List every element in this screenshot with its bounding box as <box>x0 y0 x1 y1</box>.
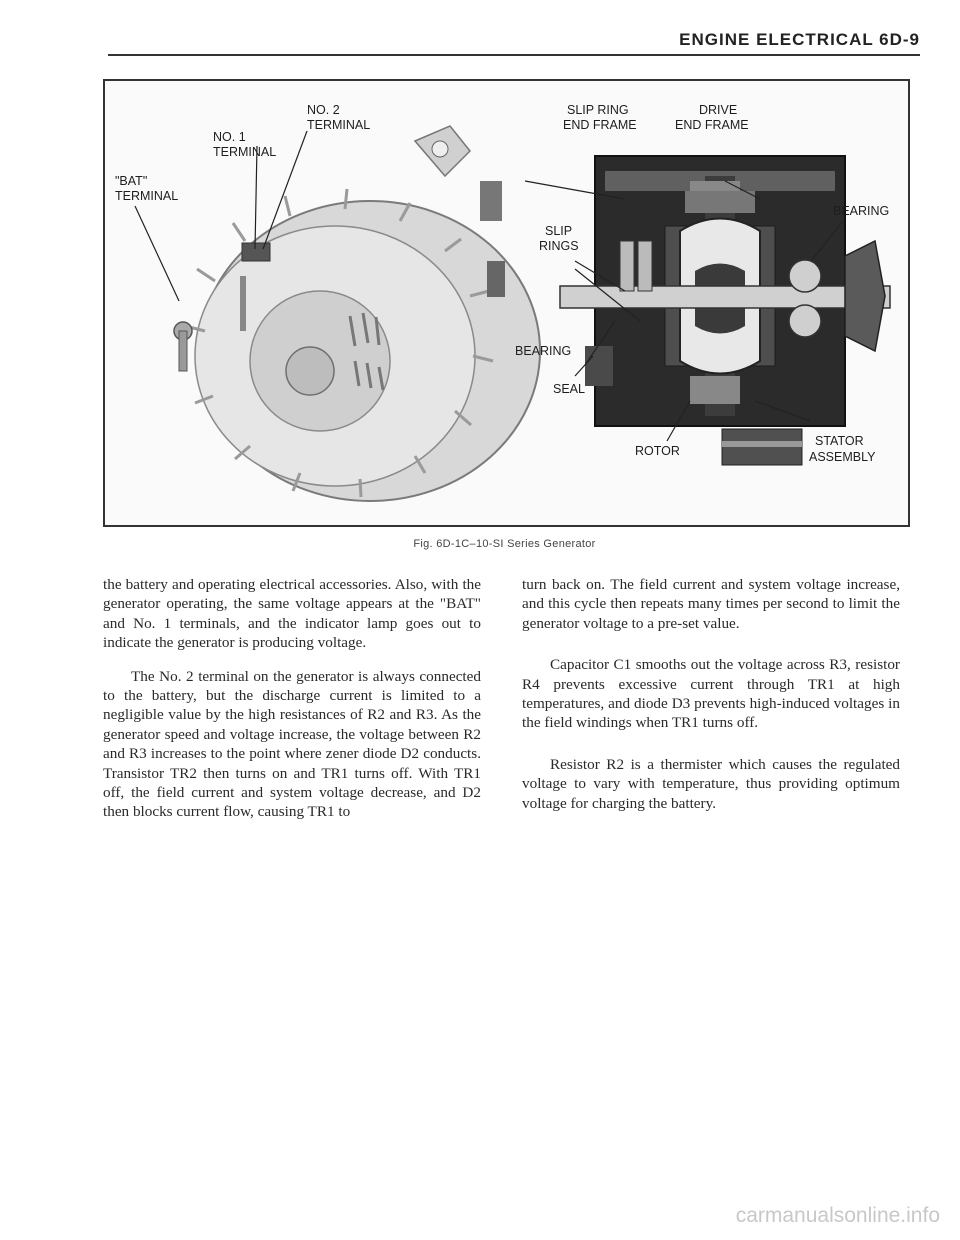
label-slip-rings-line2: RINGS <box>539 239 579 253</box>
generator-illustration <box>105 81 908 525</box>
label-drive-line2: END FRAME <box>675 118 749 132</box>
label-bat-line2: TERMINAL <box>115 189 179 203</box>
label-bearing-left: BEARING <box>515 344 572 358</box>
watermark: carmanualsonline.info <box>735 1204 940 1227</box>
figure-generator <box>103 79 910 527</box>
label-no2-line2: TERMINAL <box>307 118 371 132</box>
label-no1-line1: NO. 1 <box>213 130 246 144</box>
paragraph: The No. 2 terminal on the generator is always connected to the battery, but the discharge current is limited to a negligible value by the high resistances of R2 and R3. As the generator speed and voltage increase, the voltage between R2 and R3 increases to the point where zener diode D2 conducts. Transistor TR2 then turns on and TR1 turns off. With TR1 off, the field current and system voltage decrease, and D2 then blocks current flow, causing TR1 to <box>103 667 481 821</box>
generator-cutaway <box>525 156 890 465</box>
paragraph: Capacitor C1 smooths out the voltage across R3, resistor R4 prevents excessive current through TR1 at high temperatures, and diode D3 prevents high-induced voltages in the field windings when TR1 turns off. <box>522 656 900 732</box>
paragraph: Resistor R2 is a thermister which causes the regulated voltage to vary with temperature, thus providing optimum voltage for charging the battery. <box>522 755 900 812</box>
paragraph: the battery and operating electrical accessories. Also, with the generator operating, the same voltage appears at the "BAT" and No. 1 terminals, and the indicator lamp goes out to indicate the generator is producing voltage. <box>103 576 481 652</box>
label-seal: SEAL <box>553 382 585 396</box>
label-no2-line1: NO. 2 <box>307 103 340 117</box>
label-bearing-top: BEARING <box>833 204 890 218</box>
label-stator-line1: STATOR <box>815 434 864 448</box>
label-rotor: ROTOR <box>635 444 680 458</box>
body-column-right <box>522 575 900 827</box>
label-drive-line1: DRIVE <box>699 103 738 117</box>
label-stator-line2: ASSEMBLY <box>809 450 876 464</box>
label-slip-ring-line2: END FRAME <box>563 118 637 132</box>
body-column-left <box>103 575 481 836</box>
header-rule <box>108 54 920 56</box>
page-header: ENGINE ELECTRICAL 6D-9 <box>679 30 920 49</box>
label-slip-rings-line1: SLIP <box>545 224 573 238</box>
label-slip-ring-line1: SLIP RING <box>567 103 629 117</box>
paragraph: turn back on. The field current and system voltage increase, and this cycle then repeats many times per second to limit the generator voltage to a pre-set value. <box>522 576 900 632</box>
figure-caption: Fig. 6D-1C–10-SI Series Generator <box>413 538 596 550</box>
generator-exterior <box>135 126 540 501</box>
label-bat-line1: "BAT" <box>115 174 148 188</box>
label-no1-line2: TERMINAL <box>213 145 277 159</box>
